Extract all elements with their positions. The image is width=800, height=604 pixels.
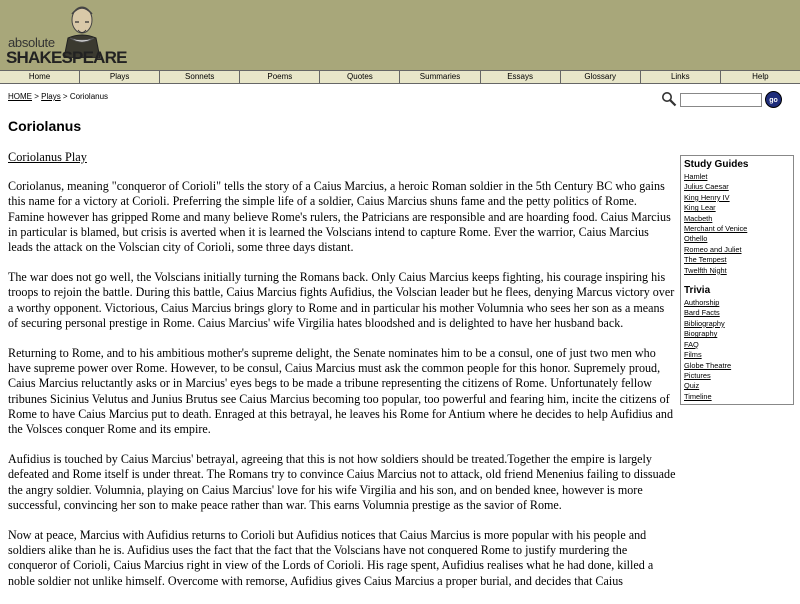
study-link-hamlet[interactable]: Hamlet (684, 172, 708, 181)
nav-help[interactable]: Help (752, 72, 769, 81)
study-guides-heading: Study Guides (684, 159, 749, 170)
study-link-macbeth[interactable]: Macbeth (684, 213, 713, 223)
nav-essays[interactable]: Essays (481, 71, 561, 83)
trivia-link-bard-facts[interactable]: Bard Facts (684, 308, 720, 318)
breadcrumb-plays-link[interactable]: Plays (41, 92, 61, 101)
trivia-link-globe-theatre[interactable]: Globe Theatre (684, 360, 732, 370)
breadcrumb (8, 92, 108, 101)
trivia-link-films[interactable]: Films (684, 350, 702, 360)
trivia-link-timeline[interactable]: Timeline (684, 391, 712, 401)
trivia-link-bibliography[interactable]: Bibliography (684, 318, 725, 328)
trivia-link-faq[interactable]: FAQ (684, 339, 699, 349)
nav-links[interactable]: Links (641, 71, 721, 83)
site-logo[interactable] (0, 0, 127, 70)
sidebar (680, 155, 794, 405)
sidebar-spacer (684, 276, 790, 284)
study-link-the-tempest[interactable]: The Tempest (684, 255, 727, 265)
breadcrumb-home-link[interactable]: HOME (8, 92, 32, 101)
nav-glossary[interactable]: Glossary (561, 71, 641, 83)
trivia-link-authorship[interactable]: Authorship (684, 298, 720, 308)
page-title: Coriolanus (8, 118, 82, 134)
main-nav (0, 70, 800, 84)
logo-text-absolute: absolute (8, 35, 55, 50)
study-link-othello[interactable]: Othello (684, 234, 708, 244)
content-paragraph: The war does not go well, the Volscians initially turning the Romans back. Only Caius Marcius keeps fighting, his courage inspiring his troops to rejoin the battle. During this battle, Caius Marcius fights Aufidius, the Volscian leader but he flees, denying Marcus victory over a worthy opponent. Victorious, Caius Marcius brings glory to Rome and in particular his mother Volumnia who sees her son as a means of securing personal prestige in Rome. Caius Marcius' wife Virgilia hates bloodshed and is delighted to have her husband back. (8, 270, 675, 330)
content-paragraph: Now at peace, Marcius with Aufidius returns to Corioli but Aufidius notices that Caius Marcius is more popular with his people and soldiers alike than he is. Aufidius uses the fact that the fact that the Volscians have not conquered Rome to justify murdering the conqueror of Corioli, Caius Marcius right in view of the Lords of Corioli. His rage spent, Aufidius realises what he had done, killed a noble soldier not unlike himself. Overcome with remorse, Aufidius gives Caius Marcius a proper burial, and decides that Caius (8, 528, 654, 588)
nav-poems[interactable]: Poems (240, 71, 320, 83)
study-link-merchant-of-venice[interactable]: Merchant of Venice (684, 224, 748, 234)
study-link-king-lear[interactable]: King Lear (684, 203, 716, 213)
search-area (660, 91, 800, 111)
trivia-link-biography[interactable]: Biography (684, 329, 718, 339)
study-link-romeo-and-juliet[interactable]: Romeo and Juliet (684, 244, 742, 254)
breadcrumb-current: Coriolanus (69, 92, 109, 101)
site-header (0, 0, 800, 70)
content-paragraph: Coriolanus, meaning "conqueror of Corioli" tells the story of a Caius Marcius, a heroic Roman soldier in the 5th Century BC who gains this name for a victory at Corioli. Preferring the simple life of a soldier, Caius Marcius shuns fame and the petty politics of Rome. Famine however has gripped Rome and many believe Rome's rulers, the Patricians are responsible and are hoarding food. Caius Marcius in particular is blamed, but crisis is averted when it is learned the Volscians intend to capture Rome. Ever the warrior, Caius Marcius leads the attack on the Volscian city of Corioli, some three days distant. (8, 179, 671, 255)
study-link-king-henry-iv[interactable]: King Henry IV (684, 192, 730, 202)
nav-quotes[interactable]: Quotes (320, 71, 400, 83)
content-paragraph: Aufidius is touched by Caius Marcius' betrayal, agreeing that this is not how soldiers should be treated.Together the empire is largely defeated and Rome itself is under threat. The Romans try to convince Caius Marcius not to attack, old friend Menenius failing to dissuade the angry soldier. Volumnia, playing on Caius Marcius' love for his wife Virgilia and his son, and on bended knee, however is more successful, convincing her son to make peace rather than war. This earns Volumnia prestige as the savior of Rome. (8, 452, 676, 512)
nav-sonnets[interactable]: Sonnets (160, 71, 240, 83)
main-content (8, 150, 676, 604)
magnifier-icon (661, 91, 677, 107)
trivia-link-quiz[interactable]: Quiz (684, 381, 700, 391)
nav-plays[interactable]: Plays (80, 71, 160, 83)
content-paragraph: Returning to Rome, and to his ambitious mother's supreme delight, the Senate nominates him to be a consul, one of just two men who have supreme power over Rome. However, to be consul, Caius Marcius must ask the common people for this honor. Supremely proud, Caius Marcius reluctantly asks or in Marcius' eyes begs to be made a tribune representing the citizens of Rome. Unfortunately fellow tribunes Sicinius Velutus and Junius Brutus see Caius Marcius becoming too popular, too powerful and fearing him, incite the citizens of Rome to have Caius Marcius put to death. Enraged at this betrayal, he leaves his Rome for Antium where he decides to help Aufidius and the Volsces conquer Rome and its empire. (8, 346, 673, 437)
breadcrumb-separator: > (60, 92, 70, 101)
study-link-julius-caesar[interactable]: Julius Caesar (684, 182, 729, 192)
nav-home[interactable]: Home (0, 71, 80, 83)
content-subtitle: Coriolanus Play (8, 150, 87, 164)
breadcrumb-separator: > (32, 92, 42, 101)
logo-text-shakespeare: SHAKESPEARE (6, 48, 127, 67)
search-input[interactable] (680, 93, 762, 107)
trivia-heading: Trivia (684, 285, 711, 297)
nav-summaries[interactable]: Summaries (400, 71, 480, 83)
trivia-link-pictures[interactable]: Pictures (684, 370, 711, 380)
search-go-button[interactable]: go (765, 91, 782, 108)
study-link-twelfth-night[interactable]: Twelfth Night (684, 265, 727, 275)
